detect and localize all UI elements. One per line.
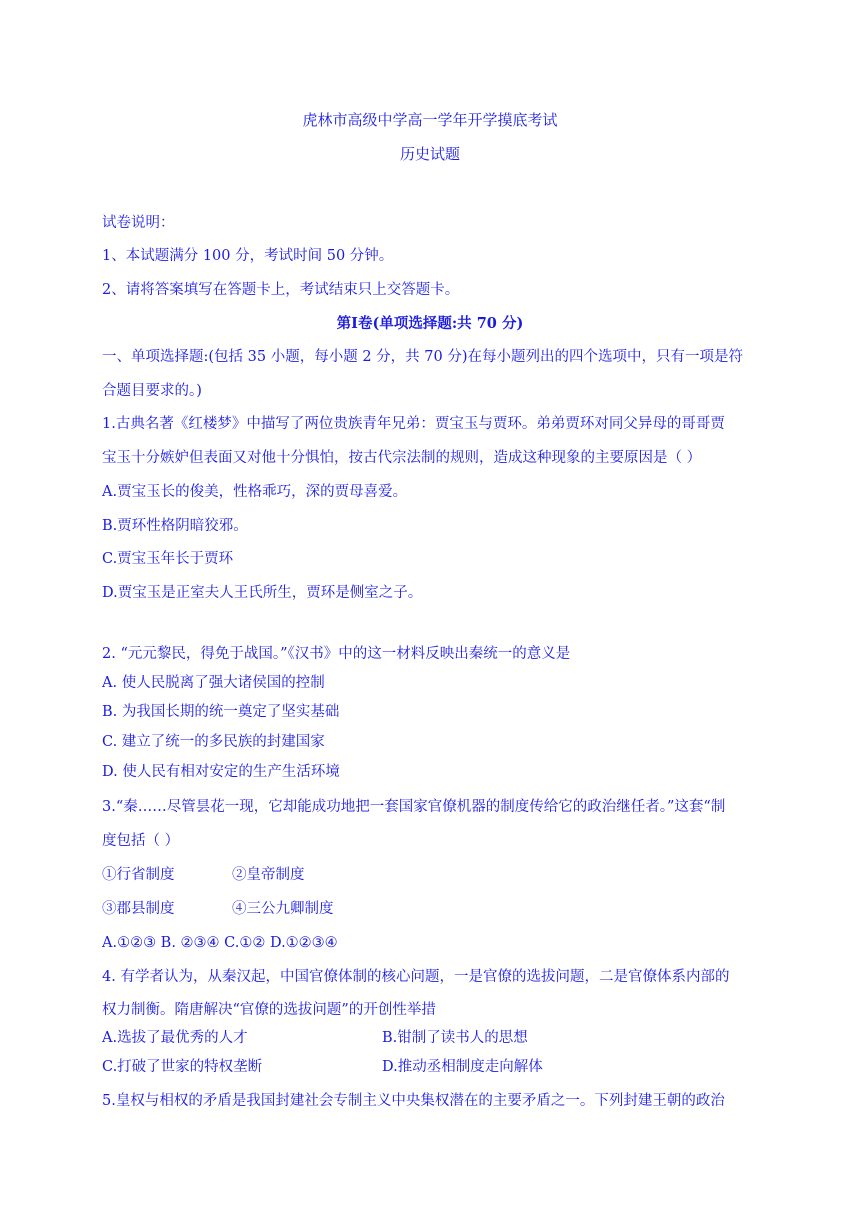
- answer-option: A. 使人民脱离了强大诸侯国的控制: [102, 675, 325, 691]
- answer-option: C.贾宝玉年长于贾环: [102, 551, 234, 567]
- question-stem: 4. 有学者认为，从秦汉起，中国官僚体制的核心问题，一是官僚的选拔问题，二是官僚体系内部的: [102, 969, 730, 985]
- question-stem: 3.“秦……尽管昙花一现，它却能成功地把一套国家官僚机器的制度传给它的政治继任者。”这套“制: [102, 799, 726, 815]
- exam-title: 虎林市高级中学高一学年开学摸底考试: [302, 111, 558, 129]
- answer-option: D.推动丞相制度走向解体: [382, 1059, 543, 1075]
- answer-option: C. 建立了统一的多民族的封建国家: [102, 734, 325, 750]
- question-stem: 权力制衡。隋唐解决“官僚的选拔问题”的开创性举措: [102, 1002, 436, 1018]
- question-stem: 宝玉十分嫉妒但表面又对他十分惧怕，按古代宗法制的规则，造成这种现象的主要原因是（ ）: [102, 450, 702, 466]
- question-stem: 1.古典名著《红楼梦》中描写了两位贵族青年兄弟：贾宝玉与贾环。弟弟贾环对同父异母的哥哥贾: [102, 416, 725, 432]
- answer-option: A.选拔了最优秀的人才: [102, 1030, 248, 1046]
- question-stem: 度包括（ ）: [102, 833, 180, 849]
- instruction-item: 1、本试题满分 100 分，考试时间 50 分钟。: [102, 248, 394, 264]
- section-intro: 合题目要求的。): [102, 383, 202, 399]
- numbered-option: ②皇帝制度: [232, 867, 305, 883]
- answer-option: D. 使人民有相对安定的生产生活环境: [102, 764, 340, 780]
- answer-option: B.贾环性格阴暗狡邪。: [102, 518, 248, 534]
- question-stem: 5.皇权与相权的矛盾是我国封建社会专制主义中央集权潜在的主要矛盾之一。下列封建王朝的政治: [102, 1093, 725, 1109]
- numbered-option: ③郡县制度: [102, 901, 175, 917]
- numbered-option: ④三公九卿制度: [232, 901, 334, 917]
- answer-option: A.贾宝玉长的俊美，性格乖巧，深的贾母喜爱。: [102, 484, 408, 500]
- answer-option: B. 为我国长期的统一奠定了坚实基础: [102, 704, 340, 720]
- numbered-option: ①行省制度: [102, 867, 175, 883]
- section-intro: 一、单项选择题:(包括 35 小题，每小题 2 分，共 70 分)在每小题列出的四个选项中，只有一项是符: [102, 349, 743, 365]
- answer-choices: A.①②③ B. ②③④ C.①② D.①②③④: [102, 935, 338, 951]
- section-title: 第Ⅰ卷(单项选择题:共 70 分): [336, 315, 524, 332]
- instruction-item: 2、请将答案填写在答题卡上，考试结束只上交答题卡。: [102, 282, 460, 298]
- question-stem: 2. “元元黎民，得免于战国。”《汉书》中的这一材料反映出秦统一的意义是: [102, 646, 571, 662]
- answer-option: D.贾宝玉是正室夫人王氏所生，贾环是侧室之子。: [102, 585, 423, 601]
- answer-option: C.打破了世家的特权垄断: [102, 1059, 263, 1075]
- answer-option: B.钳制了读书人的思想: [382, 1030, 528, 1046]
- instructions-heading: 试卷说明：: [102, 215, 175, 231]
- exam-subject: 历史试题: [399, 145, 460, 163]
